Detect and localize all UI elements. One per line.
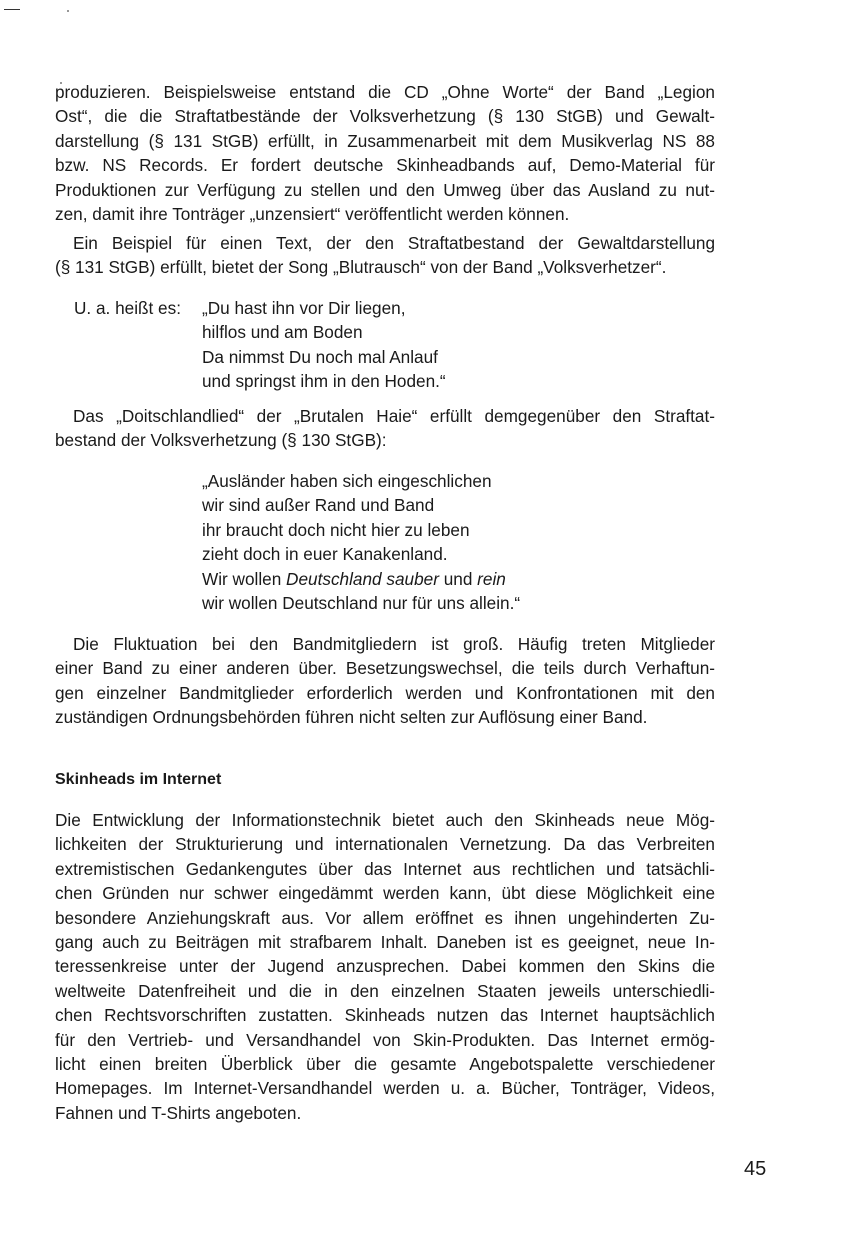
verse-fragment: Wir wollen [202, 568, 287, 589]
paragraph-2 [55, 231, 715, 280]
verse-line: ihr braucht doch nicht hier zu leben [202, 519, 470, 540]
paragraph-5 [55, 808, 715, 1125]
text-line: darstellung (§ 131 StGB) erfüllt, in Zusammenarbeit mit dem Musikverlag NS 88 [55, 130, 715, 151]
text-line: gang auch zu Beiträgen mit strafbarem Inhalt. Daneben ist es geeignet, neue In- [55, 932, 715, 953]
text-line: Die Fluktuation bei den Bandmitgliedern ist groß. Häufig treten Mitglieder [73, 634, 715, 654]
quote-1 [202, 296, 446, 394]
verse-line: „Ausländer haben sich eingeschlichen [202, 471, 492, 491]
text-line: einer Band zu einer anderen über. Besetzungswechsel, die teils durch Verhaftun- [55, 658, 715, 679]
quote-2 [202, 469, 520, 615]
text-line: licht einen breiten Überblick über die gesamte Angebotspalette verschiedener [55, 1054, 715, 1075]
text-line: (§ 131 StGB) erfüllt, bietet der Song „Blutrausch“ von der Band „Volksverhetzer“. [55, 257, 667, 278]
verse-line: und springst ihm in den Hoden.“ [202, 371, 446, 392]
text-line: Homepages. Im Internet-Versandhandel werden u. a. Bücher, Tonträger, Videos, [55, 1078, 715, 1099]
verse-line: „Du hast ihn vor Dir liegen, [202, 298, 406, 318]
verse-line: Da nimmst Du noch mal Anlauf [202, 346, 438, 367]
verse-fragment: und [438, 568, 478, 589]
verse-line [202, 567, 520, 591]
verse-line: wir sind außer Rand und Band [202, 495, 435, 516]
page-number: 45 [744, 1158, 767, 1180]
scan-corner-mark [4, 9, 20, 10]
text-line: Ost“, die die Straftatbestände der Volksverhetzung (§ 130 StGB) und Gewalt- [55, 106, 715, 127]
paragraph-1 [55, 80, 715, 226]
text-line: teressenkreise unter der Jugend anzusprechen. Dabei kommen den Skins die [55, 956, 715, 977]
text-line: chen Rechtsvorschriften zustatten. Skinheads nutzen das Internet hauptsächlich [55, 1005, 715, 1026]
verse-fragment: Deutschland [286, 568, 382, 589]
text-line: Das „Doitschlandlied“ der „Brutalen Haie“ erfüllt demgegenüber den Straftat- [73, 406, 715, 426]
text-line: bzw. NS Records. Er fordert deutsche Skinheadbands auf, Demo-Material für [55, 155, 715, 176]
text-line: chen Gründen nur schwer eingedämmt werden kann, übt diese Möglichkeit eine [55, 883, 715, 904]
text-line: Ein Beispiel für einen Text, der den Straftatbestand der Gewaltdarstellung [73, 233, 715, 253]
text-line: weltweite Datenfreiheit und die in den einzelnen Staaten jeweils unterschiedli- [55, 980, 715, 1001]
quote-label: U. a. heißt es: [74, 298, 181, 318]
paragraph-4 [55, 632, 715, 730]
text-line: besondere Anziehungskraft aus. Vor allem eröffnet es ihnen ungehinderten Zu- [55, 907, 715, 928]
text-line: Fahnen und T-Shirts angeboten. [55, 1102, 302, 1123]
verse-fragment: rein [477, 568, 506, 589]
text-line: extremistischen Gedankengutes über das Internet aus rechtlichen und tatsächli- [55, 858, 715, 879]
verse-line: hilflos und am Boden [202, 322, 363, 343]
verse-fragment: sauber [381, 568, 439, 589]
text-line: produzieren. Beispielsweise entstand die CD „Ohne Worte“ der Band „Legion [55, 82, 715, 102]
text-line: gen einzelner Bandmitglieder erforderlich werden und Konfrontationen mit den [55, 682, 715, 703]
paragraph-3 [55, 404, 715, 453]
text-line: zen, damit ihre Tonträger „unzensiert“ veröffentlicht werden können. [55, 204, 570, 225]
section-heading: Skinheads im Internet [55, 771, 222, 788]
text-line: bestand der Volksverhetzung (§ 130 StGB): [55, 430, 387, 451]
text-line: Produktionen zur Verfügung zu stellen und den Umweg über das Ausland zu nut- [55, 179, 715, 200]
verse-line: zieht doch in euer Kanakenland. [202, 544, 448, 565]
verse-line: wir wollen Deutschland nur für uns allein.“ [202, 593, 521, 614]
scan-speck [67, 10, 69, 12]
text-line: Die Entwicklung der Informationstechnik bietet auch den Skinheads neue Mög- [55, 810, 715, 830]
text-line: für den Vertrieb- und Versandhandel von Skin-Produkten. Das Internet ermög- [55, 1029, 715, 1050]
text-line: zuständigen Ordnungsbehörden führen nicht selten zur Auflösung einer Band. [55, 707, 648, 728]
text-line: lichkeiten der Strukturierung und internationalen Vernetzung. Da das Verbreiten [55, 834, 715, 855]
